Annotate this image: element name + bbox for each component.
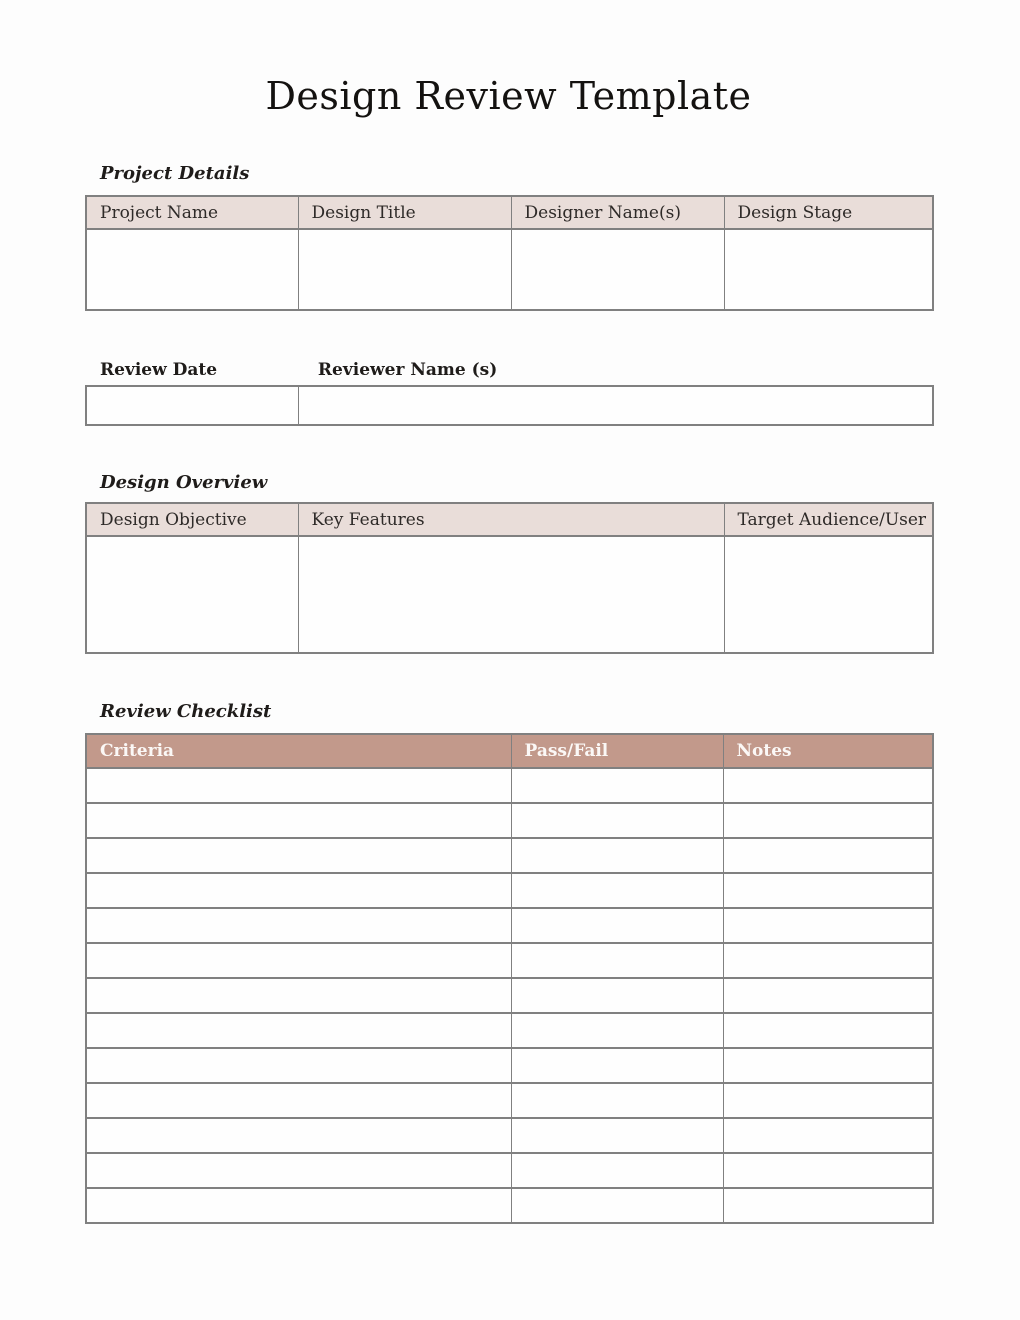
column-header-key-features: Key Features: [298, 503, 724, 536]
document-content: [85, 0, 932, 1224]
criteria-input-cell[interactable]: [86, 908, 511, 943]
criteria-input-cell[interactable]: [86, 803, 511, 838]
checklist-row: [86, 768, 933, 803]
checklist-header-row: [86, 734, 933, 768]
notes-input-cell[interactable]: [723, 1013, 933, 1048]
pass-fail-input-cell[interactable]: [511, 1048, 723, 1083]
review-date-input-cell[interactable]: [86, 386, 298, 425]
project-details-table: [85, 195, 934, 311]
notes-input-cell[interactable]: [723, 1048, 933, 1083]
checklist-row: [86, 908, 933, 943]
notes-input-cell[interactable]: [723, 978, 933, 1013]
column-header-design-objective: Design Objective: [86, 503, 298, 536]
pass-fail-input-cell[interactable]: [511, 978, 723, 1013]
column-header-designer-names: Designer Name(s): [511, 196, 724, 229]
column-header-project-name: Project Name: [86, 196, 298, 229]
checklist-row: [86, 1013, 933, 1048]
notes-input-cell[interactable]: [723, 768, 933, 803]
checklist-row: [86, 1153, 933, 1188]
notes-input-cell[interactable]: [723, 803, 933, 838]
review-info-input-row: [86, 386, 933, 425]
design-objective-input-cell[interactable]: [86, 536, 298, 653]
criteria-input-cell[interactable]: [86, 838, 511, 873]
checklist-row: [86, 943, 933, 978]
pass-fail-input-cell[interactable]: [511, 873, 723, 908]
review-date-label: Review Date: [100, 360, 218, 380]
pass-fail-input-cell[interactable]: [511, 1188, 723, 1223]
checklist-row: [86, 873, 933, 908]
pass-fail-input-cell[interactable]: [511, 1083, 723, 1118]
criteria-input-cell[interactable]: [86, 1153, 511, 1188]
design-overview-header-row: [86, 503, 933, 536]
designer-names-input-cell[interactable]: [511, 229, 724, 310]
column-header-notes: Notes: [723, 734, 933, 768]
design-stage-input-cell[interactable]: [724, 229, 933, 310]
pass-fail-input-cell[interactable]: [511, 943, 723, 978]
review-info-table: [85, 385, 934, 426]
column-header-target-audience: Target Audience/User: [724, 503, 933, 536]
key-features-input-cell[interactable]: [298, 536, 724, 653]
notes-input-cell[interactable]: [723, 1083, 933, 1118]
column-header-pass-fail: Pass/Fail: [511, 734, 723, 768]
pass-fail-input-cell[interactable]: [511, 908, 723, 943]
pass-fail-input-cell[interactable]: [511, 838, 723, 873]
section-heading-design-overview: Design Overview: [100, 472, 268, 493]
notes-input-cell[interactable]: [723, 1188, 933, 1223]
page-title: Design Review Template: [265, 74, 752, 118]
notes-input-cell[interactable]: [723, 873, 933, 908]
checklist-row: [86, 838, 933, 873]
design-overview-input-row: [86, 536, 933, 653]
criteria-input-cell[interactable]: [86, 978, 511, 1013]
pass-fail-input-cell[interactable]: [511, 768, 723, 803]
review-checklist-table: [85, 733, 934, 1224]
project-name-input-cell[interactable]: [86, 229, 298, 310]
checklist-row: [86, 1188, 933, 1223]
design-title-input-cell[interactable]: [298, 229, 511, 310]
checklist-row: [86, 1118, 933, 1153]
project-details-input-row: [86, 229, 933, 310]
checklist-row: [86, 803, 933, 838]
pass-fail-input-cell[interactable]: [511, 1013, 723, 1048]
checklist-row: [86, 1083, 933, 1118]
reviewer-name-label: Reviewer Name (s): [317, 360, 498, 380]
column-header-design-stage: Design Stage: [724, 196, 933, 229]
pass-fail-input-cell[interactable]: [511, 1118, 723, 1153]
notes-input-cell[interactable]: [723, 838, 933, 873]
section-heading-review-checklist: Review Checklist: [100, 701, 272, 722]
criteria-input-cell[interactable]: [86, 1118, 511, 1153]
checklist-row: [86, 978, 933, 1013]
notes-input-cell[interactable]: [723, 908, 933, 943]
criteria-input-cell[interactable]: [86, 1013, 511, 1048]
criteria-input-cell[interactable]: [86, 873, 511, 908]
criteria-input-cell[interactable]: [86, 943, 511, 978]
reviewer-name-input-cell[interactable]: [298, 386, 933, 425]
criteria-input-cell[interactable]: [86, 1083, 511, 1118]
criteria-input-cell[interactable]: [86, 1048, 511, 1083]
pass-fail-input-cell[interactable]: [511, 803, 723, 838]
review-info-labels: [85, 360, 932, 382]
notes-input-cell[interactable]: [723, 1118, 933, 1153]
checklist-row: [86, 1048, 933, 1083]
pass-fail-input-cell[interactable]: [511, 1153, 723, 1188]
column-header-criteria: Criteria: [86, 734, 511, 768]
column-header-design-title: Design Title: [298, 196, 511, 229]
criteria-input-cell[interactable]: [86, 1188, 511, 1223]
target-audience-input-cell[interactable]: [724, 536, 933, 653]
design-overview-table: [85, 502, 934, 654]
section-heading-project-details: Project Details: [100, 163, 250, 184]
criteria-input-cell[interactable]: [86, 768, 511, 803]
notes-input-cell[interactable]: [723, 943, 933, 978]
notes-input-cell[interactable]: [723, 1153, 933, 1188]
project-details-header-row: [86, 196, 933, 229]
